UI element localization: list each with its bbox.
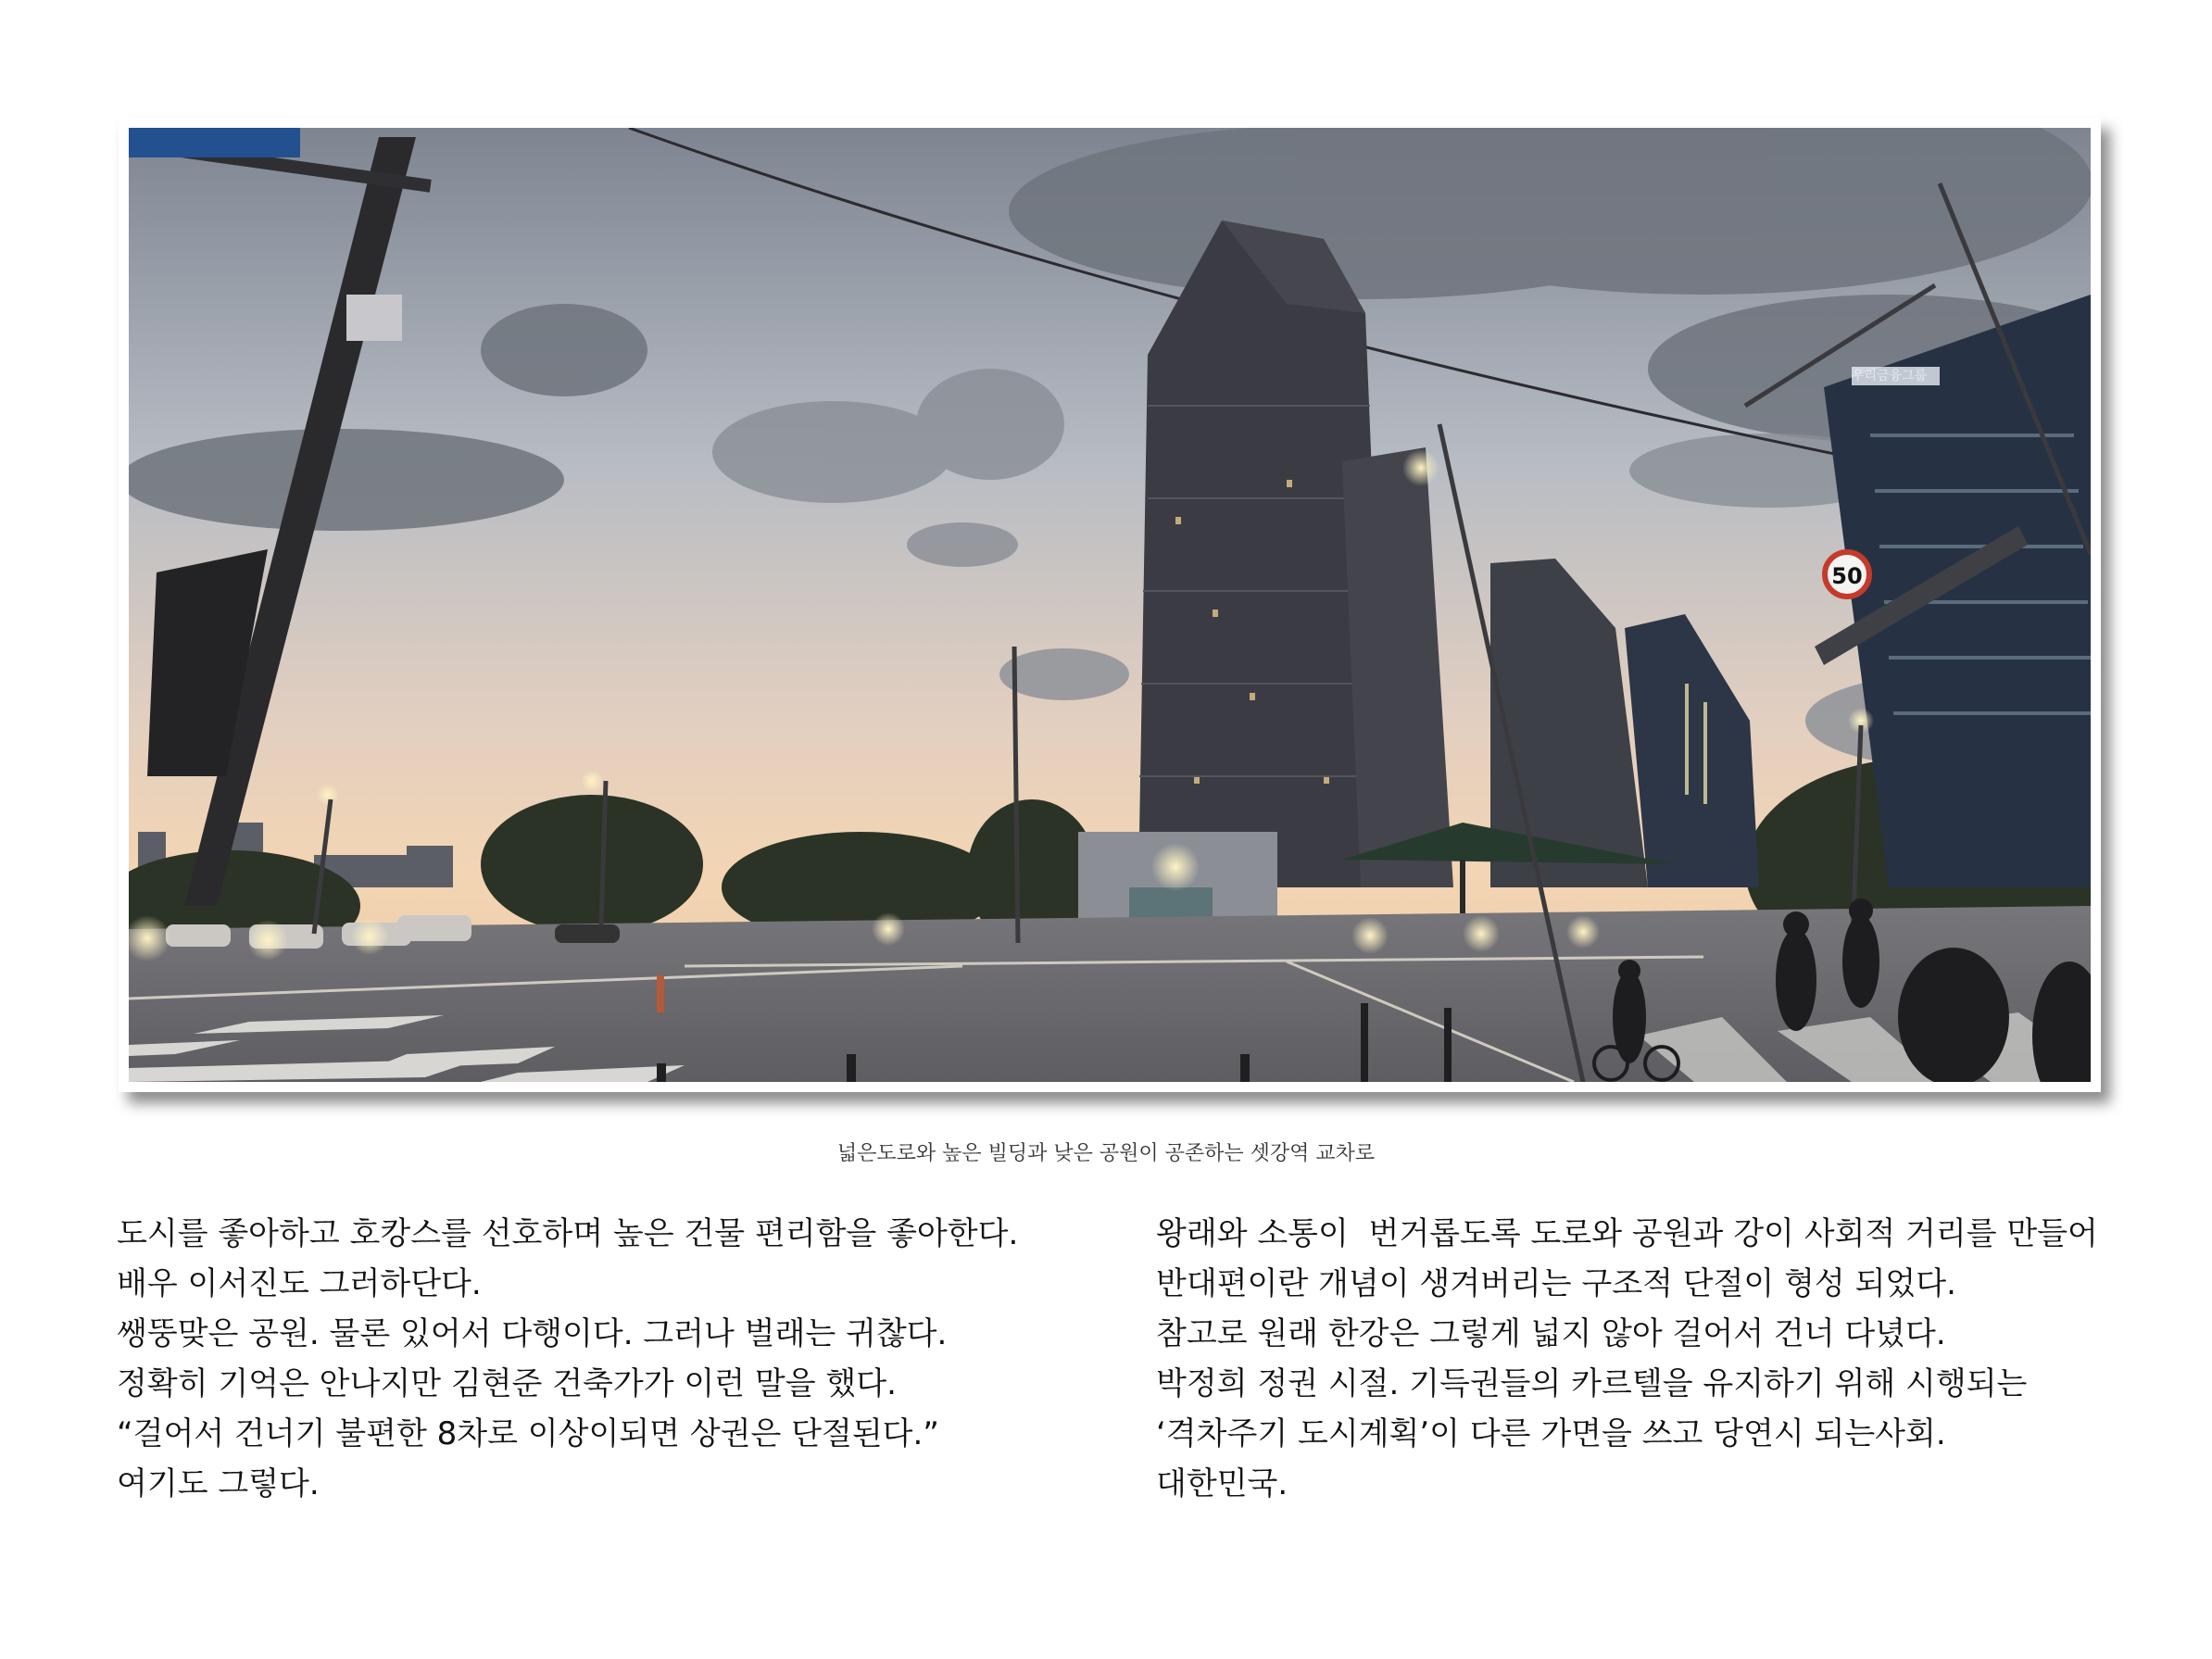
paragraph-line: ‘격차주기 도시계획’이 다른 가면을 쓰고 당연시 되는사회. — [1156, 1415, 1946, 1452]
left-text-column — [117, 1209, 1018, 1509]
paragraph-line: 여기도 그렇다. — [117, 1465, 320, 1502]
paragraph-line: 대한민국. — [1156, 1465, 1288, 1502]
building-sign-text: 우리금융그룹 — [1852, 369, 1928, 383]
paragraph-line: 쌩뚱맞은 공원. 물론 있어서 다행이다. 그러나 벌래는 귀찮다. — [117, 1315, 948, 1352]
street-photo — [129, 128, 2091, 1082]
speed-limit-sign: 50 — [1831, 563, 1863, 589]
paragraph-line: 도시를 좋아하고 호캉스를 선호하며 높은 건물 편리함을 좋아한다. — [117, 1215, 1019, 1252]
paragraph-line: 박정희 정권 시절. 기득권들의 카르텔을 유지하기 위해 시행되는 — [1156, 1365, 2028, 1402]
paragraph-line: 배우 이서진도 그러하단다. — [117, 1265, 482, 1302]
paragraph-line: 반대편이란 개념이 생겨버리는 구조적 단절이 형성 되었다. — [1156, 1265, 1956, 1302]
paragraph-line: 정확히 기억은 안나지만 김현준 건축가가 이런 말을 했다. — [117, 1365, 897, 1402]
photo-caption: 넓은도로와 높은 빌딩과 낮은 공원이 공존하는 셋강역 교차로 — [836, 1142, 1376, 1165]
paragraph-line: 왕래와 소통이 번거롭도록 도로와 공원과 강이 사회적 거리를 만들어 — [1156, 1215, 2098, 1252]
quote-line: “걸어서 건너기 불편한 8차로 이상이되면 상권은 단절된다.” — [117, 1415, 939, 1452]
right-text-column — [1156, 1209, 2098, 1509]
paragraph-line: 참고로 원래 한강은 그렇게 넓지 않아 걸어서 건너 다녔다. — [1156, 1315, 1946, 1352]
photo-frame — [119, 118, 2101, 1092]
